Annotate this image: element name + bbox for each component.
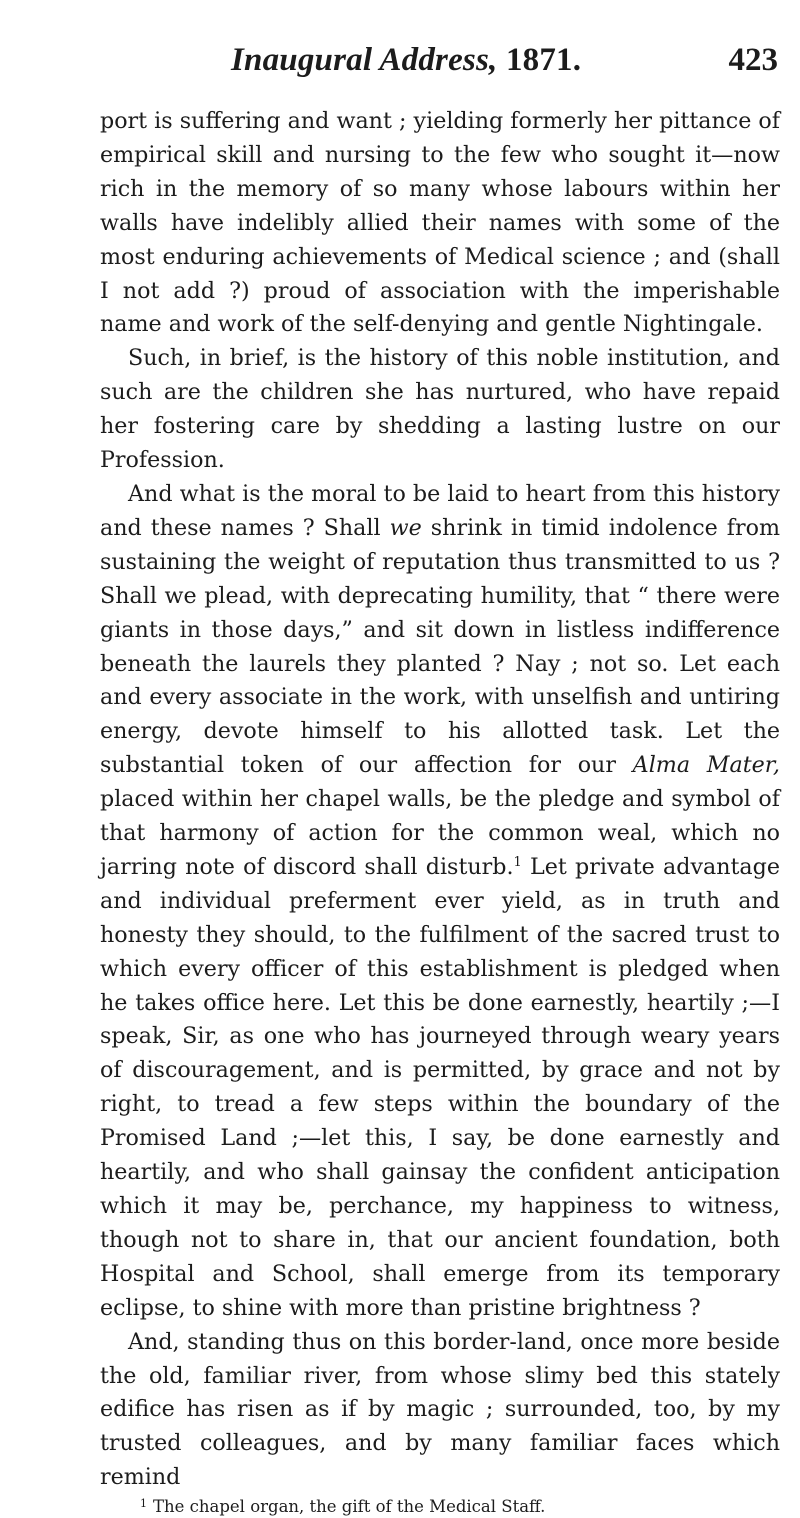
running-title-text: Inaugural Address, bbox=[231, 42, 498, 78]
paragraph-3-part-d: Let private advantage and individual preferment ever yield, as in truth and honesty they should, to the fulfilment of the sacred trust to which every officer of this establishment is pledged when he takes office here. Let this be done earnestly, heartily ;—I speak, Sir, as one who has journeyed through weary years of discouragement, and is permitted, by grace and not by right, to tread a few steps within the boundary of the Promised Land ;—let this, I say, be done earnestly and heartily, and who shall gainsay the confident anticipation which it may be, perchance, my happiness to witness, though not to share in, that our ancient foundation, both Hospital and School, shall emerge from its temporary eclipse, to shine with more than pristine brightness ? bbox=[100, 853, 780, 1321]
paragraph-3 bbox=[100, 478, 780, 1326]
body-text bbox=[100, 105, 780, 1495]
footnote bbox=[100, 1493, 780, 1518]
paragraph-2: Such, in brief, is the history of this noble institution, and such are the children she has nurtured, who have repaid her fostering care by shedding a lasting lustre on our Profession. bbox=[100, 345, 780, 474]
paragraph-3-part-c: placed within her chapel walls, be the pledge and symbol of that harmony of action for the common weal, which no jarring note of discord shall disturb. bbox=[100, 786, 780, 880]
running-head bbox=[100, 40, 780, 90]
page-number: 423 bbox=[728, 42, 778, 78]
emphasis-alma-mater: Alma Mater, bbox=[632, 752, 780, 779]
footnote-number: 1 bbox=[140, 1497, 147, 1511]
paragraph-3-part-b: shrink in timid indolence from sustaining the weight of reputation thus transmitted to us ? Shall we plead, with deprecating humility, that “ there were giants in those days,” and sit down in listless indifference beneath the laurels they planted ? Nay ; not so. Let each and every associate in the work, with unselfish and untiring energy, devote himself to his allotted task. Let the substantial token of our affection for our bbox=[100, 514, 780, 779]
paragraph-4: And, standing thus on this border-land, once more beside the old, familiar river, from whose slimy bed this stately edifice has risen as if by magic ; surrounded, too, by my trusted colleagues, and by many familiar faces which remind bbox=[100, 1328, 780, 1491]
emphasis-we: we bbox=[389, 514, 422, 541]
running-title-year: 1871. bbox=[505, 42, 582, 78]
running-title bbox=[231, 42, 581, 79]
footnote-reference: 1 bbox=[513, 854, 522, 870]
paragraph-3-part-a: And what is the moral to be laid to heart from this history and these names ? Shall bbox=[100, 480, 780, 541]
book-page bbox=[100, 40, 780, 1518]
footnote-text: The chapel organ, the gift of the Medical Staff. bbox=[153, 1497, 546, 1517]
paragraph-1: port is suffering and want ; yielding formerly her pittance of empirical skill and nursing to the few who sought it—now rich in the memory of so many whose labours within her walls have indelibly allied their names with some of the most enduring achievements of Medical science ; and (shall I not add ?) proud of association with the imperishable name and work of the self-denying and gentle Nightingale. bbox=[100, 108, 780, 338]
